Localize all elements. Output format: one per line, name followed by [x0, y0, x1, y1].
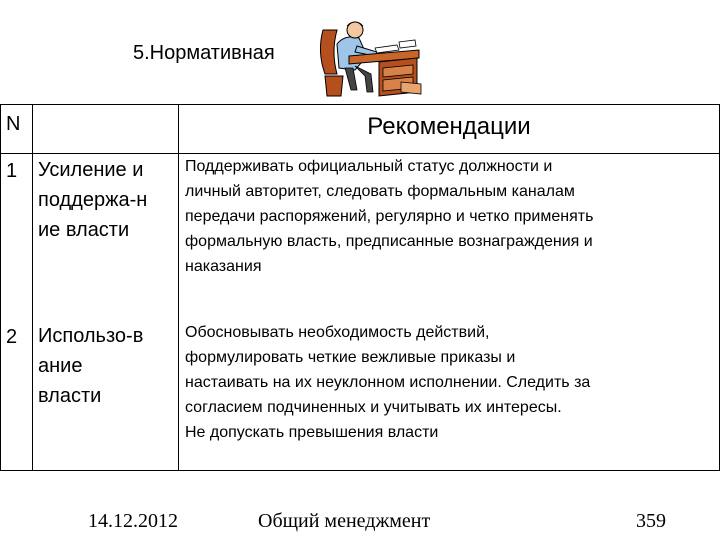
row-name-line: ие власти — [38, 219, 130, 241]
row-name-line: поддержа-н — [38, 189, 148, 211]
recommendation-text — [185, 154, 715, 279]
recommendation-line: Поддерживать официальный статус должности и — [185, 158, 553, 175]
recommendation-line: Не допускать превышения власти — [185, 424, 439, 441]
number-cell — [1, 154, 33, 471]
footer-subject: Общий менеджмент — [258, 510, 431, 532]
header-name — [33, 105, 179, 154]
header-recommendations: Рекомендации — [179, 105, 720, 154]
footer-page-number: 359 — [636, 510, 666, 532]
recommendation-cell — [179, 154, 720, 471]
recommendation-line: личный авторитет, следовать формальным каналам — [185, 183, 575, 200]
office-worker-at-desk-icon — [315, 12, 423, 100]
recommendation-line: Обосновывать необходимость действий, — [185, 324, 490, 341]
row-name — [38, 321, 178, 411]
row-name-line: власти — [38, 385, 102, 407]
table-body-row — [1, 154, 720, 471]
row-name-line: Использо-в — [38, 325, 144, 347]
recommendation-line: формальную власть, предписанные вознаграждения и — [185, 233, 593, 250]
recommendation-line: настаивать на их неуклонном исполнении. Следить за — [185, 374, 591, 391]
row-number: 2 — [6, 326, 18, 348]
recommendation-line: передачи распоряжений, регулярно и четко применять — [185, 208, 594, 225]
recommendation-line: согласием подчиненных и учитывать их интересы. — [185, 399, 562, 416]
recommendation-line: формулировать четкие вежливые приказы и — [185, 349, 516, 366]
recommendation-text — [185, 320, 715, 445]
row-name-line: Усиление и — [38, 159, 144, 181]
recommendation-line: наказания — [185, 258, 262, 275]
row-name — [38, 155, 178, 245]
table-header-row — [1, 105, 720, 154]
slide-title: 5.Нормативная — [133, 42, 275, 64]
footer-date: 14.12.2012 — [88, 510, 178, 532]
name-cell — [33, 154, 179, 471]
row-number: 1 — [6, 160, 18, 182]
header-n: N — [1, 105, 33, 154]
recommendations-table — [0, 104, 720, 471]
row-name-line: ание — [38, 355, 83, 377]
